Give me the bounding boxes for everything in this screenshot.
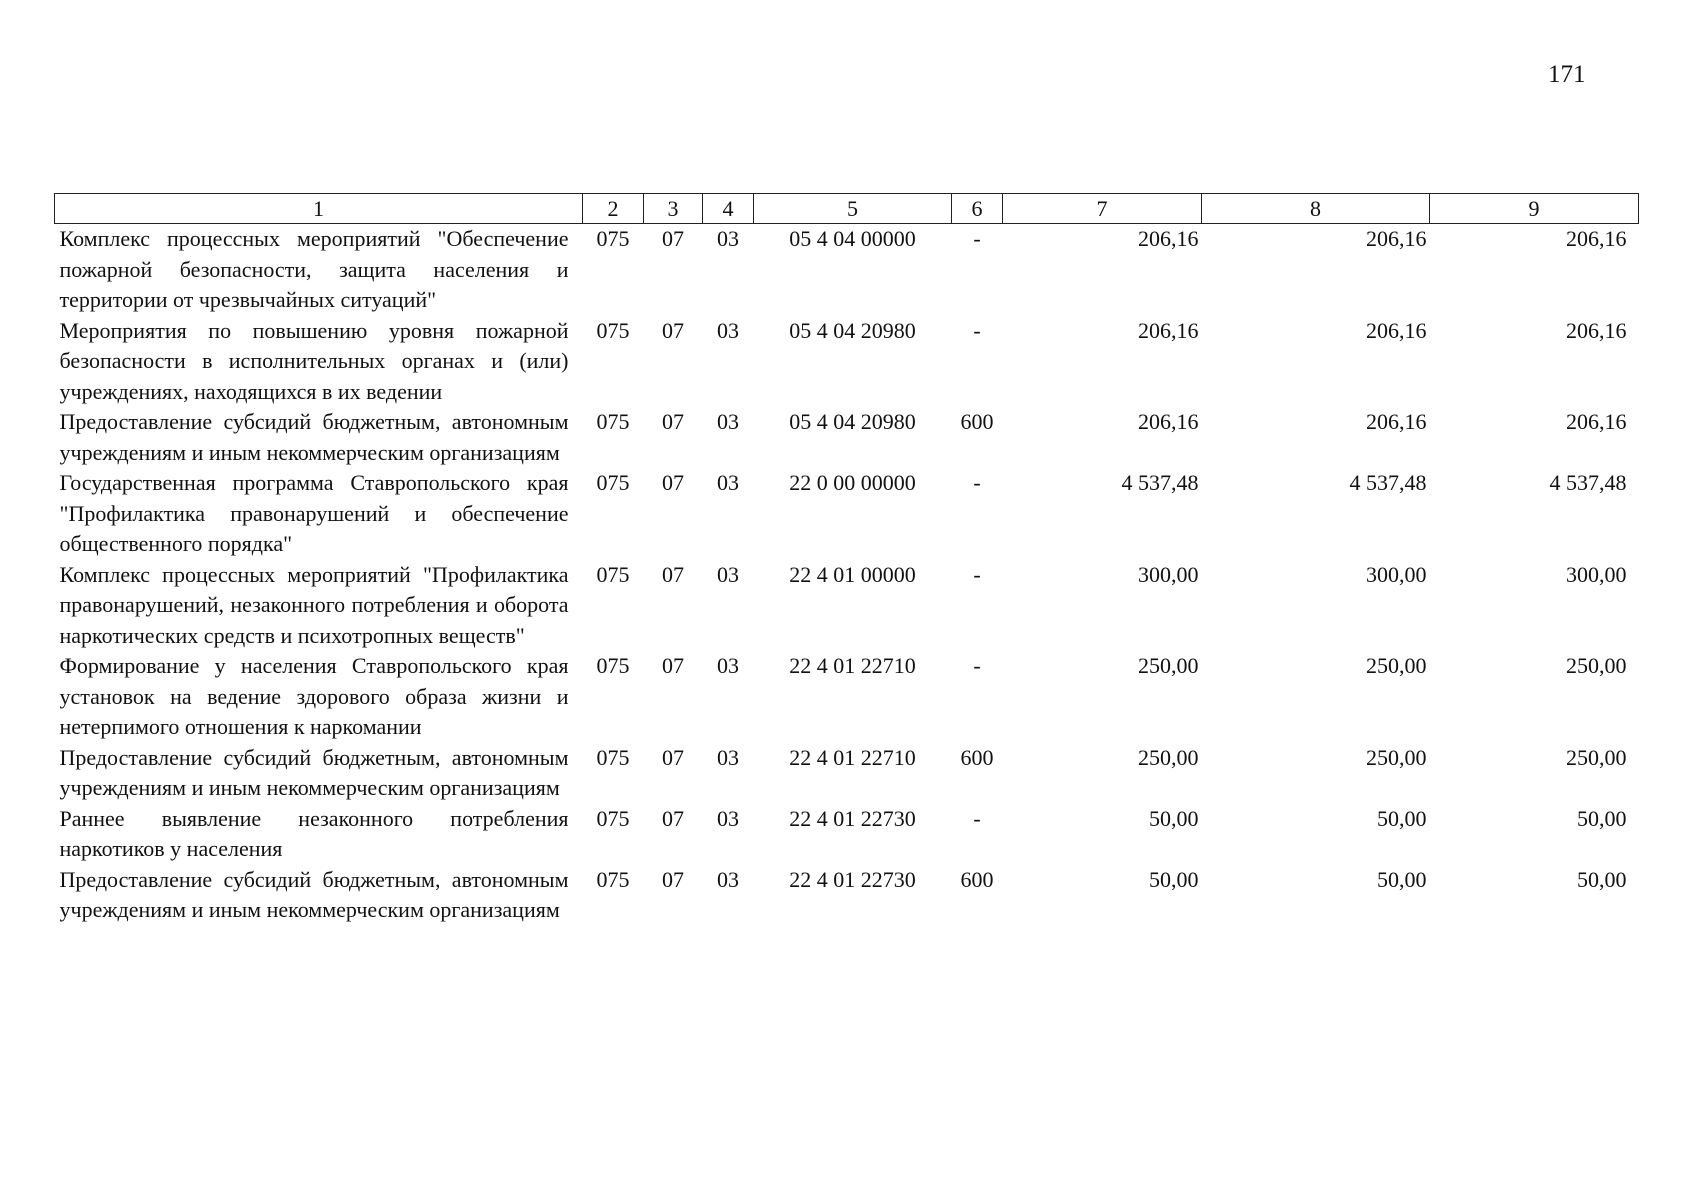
cell-col-5: 05 4 04 20980 [789,409,916,434]
cell-col-5: 22 4 01 00000 [789,561,916,587]
cell-col-8: 206,16 [1366,317,1427,343]
column-header-3: 3 [644,194,703,224]
cell-col-9: 250,00 [1566,744,1627,770]
cell-col-7: 250,00 [1138,653,1199,678]
cell-col-7: 206,16 [1138,409,1199,434]
table-row [55,224,1639,316]
cell-col-2: 075 [596,653,630,678]
cell-col-4: 03 [717,470,739,495]
cell-col-4: 03 [717,653,739,678]
cell-col-6: - [973,561,981,587]
cell-col-8: 50,00 [1377,866,1427,892]
column-header-2: 2 [583,194,644,224]
cell-col-3: 07 [662,226,684,251]
cell-col-9: 206,16 [1566,317,1627,343]
cell-col-5: 22 4 01 22710 [789,653,916,678]
row-name: Государственная программа Ставропольского края "Профилактика правонарушений и обеспечение общественного порядка" [59,470,569,556]
row-name: Формирование у населения Ставропольского края установок на ведение здорового образа жизни и нетерпимого отношения к наркомании [59,653,569,739]
cell-col-6: - [973,805,981,831]
cell-col-8: 250,00 [1366,653,1427,678]
cell-col-3: 07 [662,866,684,892]
cell-col-4: 03 [717,226,739,251]
cell-col-9: 206,16 [1566,226,1627,251]
cell-col-2: 075 [596,317,630,343]
cell-col-7: 4 537,48 [1121,470,1199,495]
cell-col-3: 07 [662,744,684,770]
row-name: Предоставление субсидий бюджетным, автономным учреждениям и иным некоммерческим организациям [59,744,569,800]
cell-col-7: 206,16 [1138,226,1199,251]
cell-col-4: 03 [717,805,739,831]
cell-col-6: - [973,226,981,251]
column-header-9: 9 [1430,194,1639,224]
column-header-6: 6 [952,194,1003,224]
row-name: Комплекс процессных мероприятий "Профилактика правонарушений, незаконного потребления и оборота наркотических средств и психотропных веществ" [59,561,569,648]
page-number: 171 [1548,61,1586,88]
cell-col-7: 50,00 [1149,866,1199,892]
table-row [55,316,1639,408]
cell-col-9: 206,16 [1566,409,1627,434]
cell-col-2: 075 [596,805,630,831]
cell-col-8: 206,16 [1366,226,1427,251]
budget-table [54,193,1639,926]
row-name: Предоставление субсидий бюджетным, автономным учреждениям и иным некоммерческим организациям [59,866,569,922]
cell-col-4: 03 [717,744,739,770]
column-header-4: 4 [703,194,754,224]
header-row [55,194,1639,224]
cell-col-5: 22 4 01 22710 [789,744,916,770]
cell-col-2: 075 [596,409,630,434]
cell-col-8: 4 537,48 [1349,470,1427,495]
table-header [55,194,1639,224]
cell-col-4: 03 [717,561,739,587]
table-row [55,468,1639,560]
cell-col-7: 250,00 [1138,744,1199,770]
table-row [55,407,1639,468]
column-header-1: 1 [55,194,583,224]
cell-col-8: 50,00 [1377,805,1427,831]
cell-col-7: 206,16 [1138,317,1199,343]
column-header-7: 7 [1003,194,1202,224]
table-row [55,865,1639,926]
cell-col-3: 07 [662,409,684,434]
table-row [55,804,1639,865]
cell-col-7: 50,00 [1149,805,1199,831]
cell-col-4: 03 [717,317,739,343]
cell-col-5: 05 4 04 00000 [789,226,916,251]
cell-col-5: 22 4 01 22730 [789,805,916,831]
cell-col-8: 206,16 [1366,409,1427,434]
cell-col-5: 05 4 04 20980 [789,317,916,343]
cell-col-6: - [973,317,981,343]
row-name: Мероприятия по повышению уровня пожарной безопасности в исполнительных органах и (или) учреждениях, находящихся в их ведении [59,317,569,404]
cell-col-2: 075 [596,866,630,892]
cell-col-5: 22 4 01 22730 [789,866,916,892]
cell-col-8: 300,00 [1366,561,1427,587]
table-row [55,651,1639,743]
cell-col-2: 075 [596,561,630,587]
column-header-5: 5 [754,194,952,224]
column-header-8: 8 [1202,194,1430,224]
table-body [55,224,1639,926]
cell-col-8: 250,00 [1366,744,1427,770]
cell-col-9: 4 537,48 [1549,470,1627,495]
cell-col-9: 50,00 [1577,866,1627,892]
row-name: Предоставление субсидий бюджетным, автономным учреждениям и иным некоммерческим организациям [59,409,569,465]
cell-col-7: 300,00 [1138,561,1199,587]
cell-col-3: 07 [662,317,684,343]
cell-col-2: 075 [596,744,630,770]
cell-col-4: 03 [717,866,739,892]
cell-col-3: 07 [662,470,684,495]
cell-col-2: 075 [596,226,630,251]
cell-col-9: 300,00 [1566,561,1627,587]
cell-col-2: 075 [596,470,630,495]
cell-col-6: 600 [960,744,994,770]
cell-col-6: - [973,470,981,495]
cell-col-6: 600 [960,409,994,434]
cell-col-9: 250,00 [1566,653,1627,678]
cell-col-6: 600 [960,866,994,892]
row-name: Раннее выявление незаконного потребления наркотиков у населения [59,805,569,861]
row-name: Комплекс процессных мероприятий "Обеспечение пожарной безопасности, защита населения и территории от чрезвычайных ситуаций" [59,226,569,312]
cell-col-3: 07 [662,805,684,831]
table-row [55,743,1639,804]
cell-col-4: 03 [717,409,739,434]
table-row [55,560,1639,652]
cell-col-3: 07 [662,561,684,587]
cell-col-5: 22 0 00 00000 [789,470,916,495]
cell-col-9: 50,00 [1577,805,1627,831]
cell-col-6: - [973,653,981,678]
cell-col-3: 07 [662,653,684,678]
